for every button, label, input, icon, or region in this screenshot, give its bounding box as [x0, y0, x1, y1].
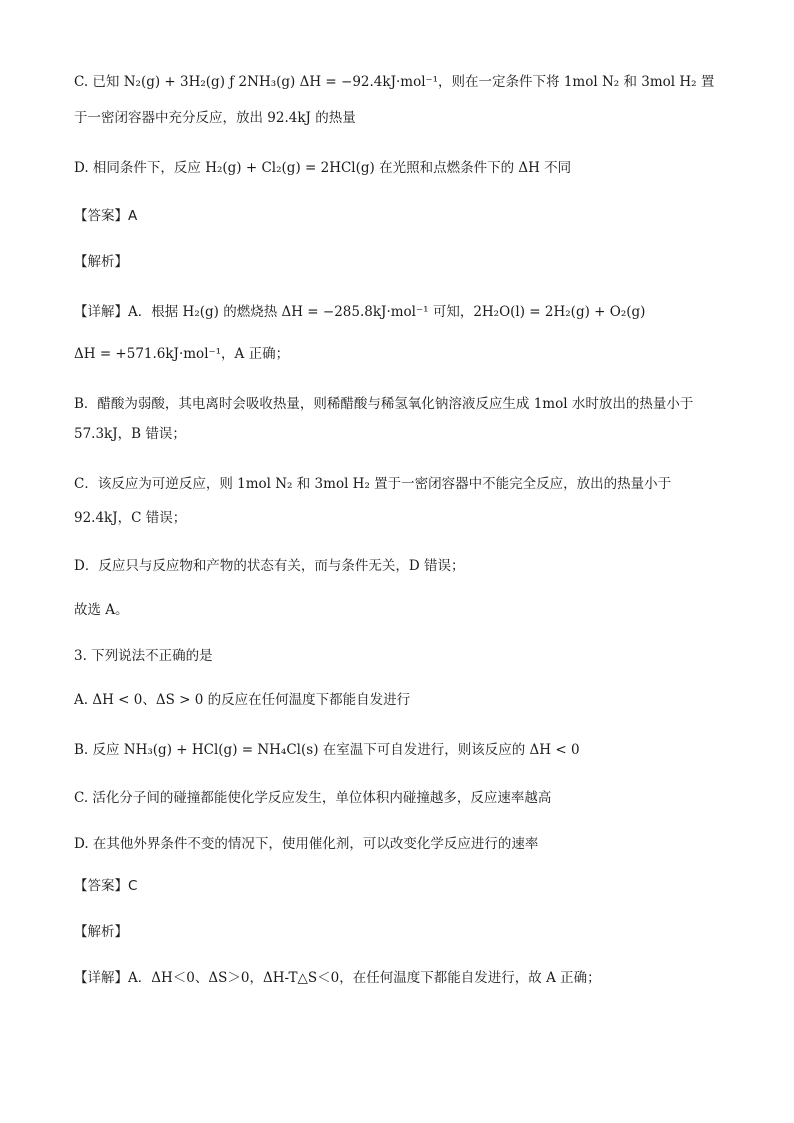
- analysis-label-1: 【解析】: [74, 254, 128, 270]
- option-c-line-1: C. 已知 N₂(g) + 3H₂(g) ƒ 2NH₃(g) ΔH = −92.4kJ·mol⁻¹，则在一定条件下将 1mol N₂ 和 3mol H₂ 置: [74, 74, 715, 90]
- q3-option-b: B. 反应 NH₃(g) + HCl(g) = NH₄Cl(s) 在室温下可自发进行，则该反应的 ΔH < 0: [74, 742, 580, 758]
- detail-c-line-1: C．该反应为可逆反应，则 1mol N₂ 和 3mol H₂ 置于一密闭容器中不能完全反应，放出的热量小于: [74, 476, 672, 492]
- answer-label-1: 【答案】A: [74, 208, 138, 224]
- detail-b-line-1: B．醋酸为弱酸，其电离时会吸收热量，则稀醋酸与稀氢氧化钠溶液反应生成 1mol 水时放出的热量小于: [74, 396, 694, 412]
- q3-option-d: D. 在其他外界条件不变的情况下，使用催化剂，可以改变化学反应进行的速率: [74, 836, 539, 852]
- detail-b-line-2: 57.3kJ，B 错误；: [74, 426, 186, 442]
- detail-a-line-2: ΔH = +571.6kJ·mol⁻¹，A 正确；: [74, 346, 290, 362]
- option-d-line: D. 相同条件下，反应 H₂(g) + Cl₂(g) = 2HCl(g) 在光照和点燃条件下的 ΔH 不同: [74, 160, 572, 176]
- conclusion-line: 故选 A。: [74, 602, 129, 618]
- detail-c-line-2: 92.4kJ，C 错误；: [74, 510, 187, 526]
- answer-label-2: 【答案】C: [74, 878, 138, 894]
- question-3-stem: 3. 下列说法不正确的是: [74, 648, 213, 664]
- option-c-line-2: 于一密闭容器中充分反应，放出 92.4kJ 的热量: [74, 110, 356, 126]
- detail-a-line-1: 【详解】A．根据 H₂(g) 的燃烧热 ΔH = −285.8kJ·mol⁻¹ 可知，2H₂O(l) = 2H₂(g) + O₂(g): [74, 304, 646, 320]
- q3-detail-a: 【详解】A．ΔH＜0、ΔS＞0，ΔH-T△S＜0，在任何温度下都能自发进行，故 A 正确；: [74, 970, 601, 986]
- analysis-label-2: 【解析】: [74, 924, 128, 940]
- q3-option-c: C. 活化分子间的碰撞都能使化学反应发生，单位体积内碰撞越多，反应速率越高: [74, 790, 552, 806]
- detail-d-line: D．反应只与反应物和产物的状态有关，而与条件无关，D 错误；: [74, 558, 465, 574]
- q3-option-a: A. ΔH < 0、ΔS > 0 的反应在任何温度下都能自发进行: [74, 692, 411, 708]
